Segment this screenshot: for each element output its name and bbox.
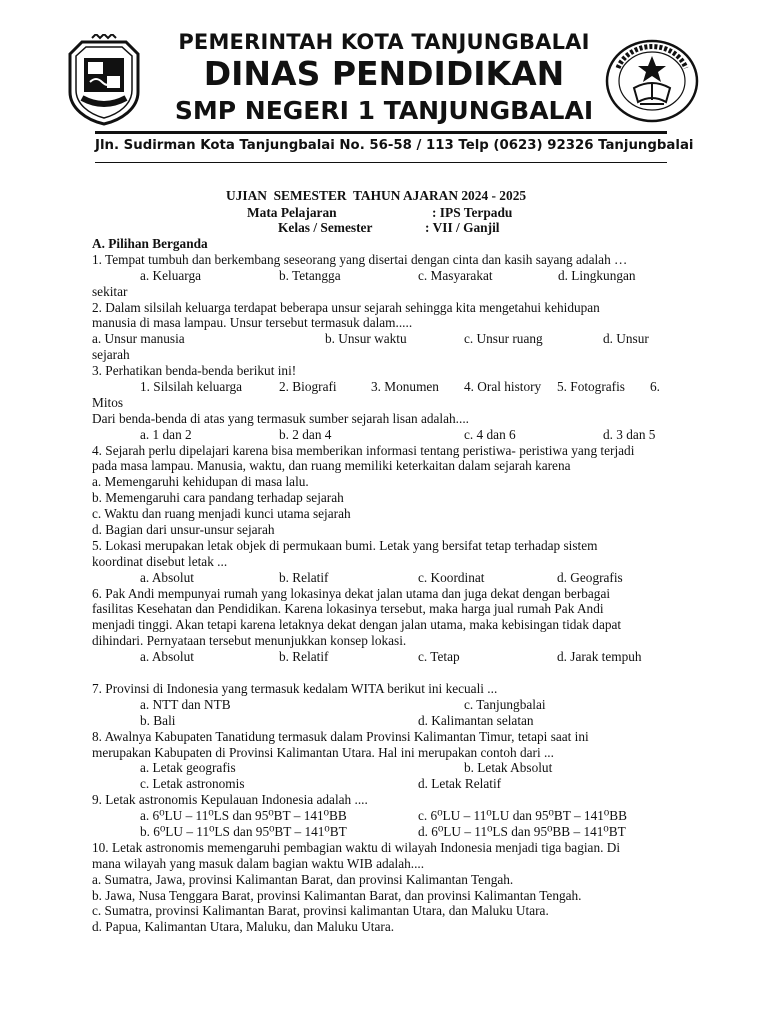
option: b. Unsur waktu <box>325 331 407 347</box>
question-1-text: 1. Tempat tumbuh dan berkembang seseorang yang disertai dengan cinta dan kasih sayang adalah … <box>92 251 628 267</box>
header-school: SMP NEGERI 1 TANJUNGBALAI <box>174 96 594 125</box>
option: d. Kalimantan selatan <box>418 712 534 728</box>
list-item: 5. Fotografis <box>557 379 625 395</box>
option: d. 6⁰LU – 11⁰LS dan 95⁰BB – 141⁰BT <box>418 823 626 839</box>
option: a. Unsur manusia <box>92 331 185 347</box>
question-8-options <box>92 760 678 776</box>
exam-title: UJIAN SEMESTER TAHUN AJARAN 2024 - 2025 <box>226 188 527 203</box>
option: a. NTT dan NTB <box>140 696 231 712</box>
header-government: PEMERINTAH KOTA TANJUNGBALAI <box>178 30 590 54</box>
option: d. Papua, Kalimantan Utara, Maluku, dan Maluku Utara. <box>92 919 395 935</box>
question-6-options <box>92 649 678 665</box>
list-item: 3. Monumen <box>371 379 439 395</box>
option: d. Letak Relatif <box>418 776 502 792</box>
question-2-options <box>92 331 678 347</box>
list-item: 2. Biografi <box>279 379 337 395</box>
question-4-text: pada masa lampau. Manusia, waktu, dan ruang memiliki keterkaitan dalam sejarah karena <box>92 458 571 474</box>
question-3-items <box>92 379 678 395</box>
option: b. Tetangga <box>279 267 341 283</box>
letterhead <box>0 0 768 170</box>
option: b. 6⁰LU – 11⁰LS dan 95⁰BT – 141⁰BT <box>140 823 347 839</box>
question-7-text: 7. Provinsi di Indonesia yang termasuk kedalam WITA berikut ini kecuali ... <box>92 680 498 696</box>
question-6-text: fasilitas Kesehatan dan Pendidikan. Karena lokasinya tersebut, maka harga jual rumah Pak Andi <box>92 601 604 617</box>
option: c. Koordinat <box>418 569 485 585</box>
option: a. 1 dan 2 <box>140 426 192 442</box>
header-rule-thick <box>95 131 667 134</box>
question-10-text: mana wilayah yang masuk dalam bagian waktu WIB adalah.... <box>92 855 425 871</box>
option: c. Letak astronomis <box>140 776 245 792</box>
city-crest-logo <box>62 34 146 126</box>
header-department: DINAS PENDIDIKAN <box>203 54 565 93</box>
question-2-text: 2. Dalam silsilah keluarga terdapat beberapa unsur sejarah sehingga kita mengetahui kehidupan <box>92 299 600 315</box>
question-2-text: manusia di masa lampau. Unsur tersebut termasuk dalam..... <box>92 315 413 331</box>
option: d. 3 dan 5 <box>603 426 656 442</box>
option: b. Relatif <box>279 569 329 585</box>
question-9-options <box>92 824 678 840</box>
option: c. Masyarakat <box>418 267 493 283</box>
option: c. Tanjungbalai <box>464 696 546 712</box>
question-3-options <box>92 427 678 443</box>
option: d. Lingkungan <box>558 267 636 283</box>
option: c. 6⁰LU – 11⁰LU dan 95⁰BT – 141⁰BB <box>418 808 627 824</box>
option: c. 4 dan 6 <box>464 426 516 442</box>
option: b. Memengaruhi cara pandang terhadap sejarah <box>92 490 344 506</box>
subject-value: : IPS Terpadu <box>432 205 513 220</box>
question-5-text: koordinat disebut letak ... <box>92 553 228 569</box>
question-4-text: 4. Sejarah perlu dipelajari karena bisa memberikan informasi tentang peristiwa- peristiwa yang terjadi <box>92 442 635 458</box>
list-item: 4. Oral history <box>464 379 542 395</box>
list-item: 6. <box>650 379 660 395</box>
question-8-options <box>92 776 678 792</box>
question-3-items-tail: Mitos <box>92 394 124 410</box>
option: d. Geografis <box>557 569 623 585</box>
option: b. Bali <box>140 712 176 728</box>
question-1-tail: sekitar <box>92 283 128 299</box>
question-5-text: 5. Lokasi merupakan letak objek di permukaan bumi. Letak yang bersifat tetap terhadap sistem <box>92 537 598 553</box>
question-2-tail: sejarah <box>92 347 130 363</box>
spacer <box>92 665 678 681</box>
school-address: Jln. Sudirman Kota Tanjungbalai No. 56-58 / 113 Telp (0623) 92326 Tanjungbalai <box>95 138 694 153</box>
option: a. Memengaruhi kehidupan di masa lalu. <box>92 474 309 490</box>
option: b. Jawa, Nusa Tenggara Barat, provinsi Kalimantan Barat, dan provinsi Kalimantan Tengah. <box>92 887 582 903</box>
question-8-text: merupakan Kabupaten di Provinsi Kalimantan Utara. Hal ini merupakan contoh dari ... <box>92 744 554 760</box>
option: c. Unsur ruang <box>464 331 543 347</box>
question-7-options <box>92 713 678 729</box>
option: a. Keluarga <box>140 267 202 283</box>
question-5-options <box>92 570 678 586</box>
question-9-options <box>92 808 678 824</box>
option: d. Bagian dari unsur-unsur sejarah <box>92 522 275 538</box>
option: c. Tetap <box>418 649 460 665</box>
question-6-text: 6. Pak Andi mempunyai rumah yang lokasinya dekat jalan utama dan juga dekat dengan berbagai <box>92 585 611 601</box>
option: a. Sumatra, Jawa, provinsi Kalimantan Barat, dan provinsi Kalimantan Tengah. <box>92 871 514 887</box>
option: c. Sumatra, provinsi Kalimantan Barat, provinsi kalimantan Utara, dan Maluku Utara. <box>92 903 549 919</box>
option: d. Jarak tempuh <box>557 649 642 665</box>
subject-label: Mata Pelajaran <box>247 205 337 220</box>
question-6-text: menjadi tinggi. Akan tetapi karena letaknya dekat dengan jalan utama, maka kebisingan tidak dapat <box>92 617 622 633</box>
question-6-text: dihindari. Pernyataan tersebut menunjukkan konsep lokasi. <box>92 633 407 649</box>
option: c. Waktu dan ruang menjadi kunci utama sejarah <box>92 506 351 522</box>
option: b. Letak Absolut <box>464 760 553 776</box>
section-title: A. Pilihan Berganda <box>92 236 208 251</box>
question-10-text: 10. Letak astronomis memengaruhi pembagian waktu di wilayah Indonesia menjadi tiga bagian. Di <box>92 839 621 855</box>
option: d. Unsur <box>603 331 649 347</box>
class-label: Kelas / Semester <box>278 220 373 235</box>
question-3-text: 3. Perhatikan benda-benda berikut ini! <box>92 363 297 379</box>
option: b. 2 dan 4 <box>279 426 332 442</box>
list-item: 1. Silsilah keluarga <box>140 379 243 395</box>
option: b. Relatif <box>279 649 329 665</box>
question-8-text: 8. Awalnya Kabupaten Tanatidung termasuk dalam Provinsi Kalimantan Timur, tetapi saat ini <box>92 728 589 744</box>
option: a. 6⁰LU – 11⁰LS dan 95⁰BT – 141⁰BB <box>140 808 347 824</box>
question-9-text: 9. Letak astronomis Kepulauan Indonesia adalah .... <box>92 792 368 808</box>
option: a. Letak geografis <box>140 760 236 776</box>
question-7-options <box>92 697 678 713</box>
header-rule-thin <box>95 162 667 163</box>
question-1-options <box>92 268 678 284</box>
tut-wuri-handayani-logo <box>604 38 700 124</box>
option: a. Absolut <box>140 569 194 585</box>
question-3-stem: Dari benda-benda di atas yang termasuk sumber sejarah lisan adalah.... <box>92 410 469 426</box>
option: a. Absolut <box>140 649 194 665</box>
class-value: : VII / Ganjil <box>425 220 500 235</box>
question-list <box>92 236 678 935</box>
